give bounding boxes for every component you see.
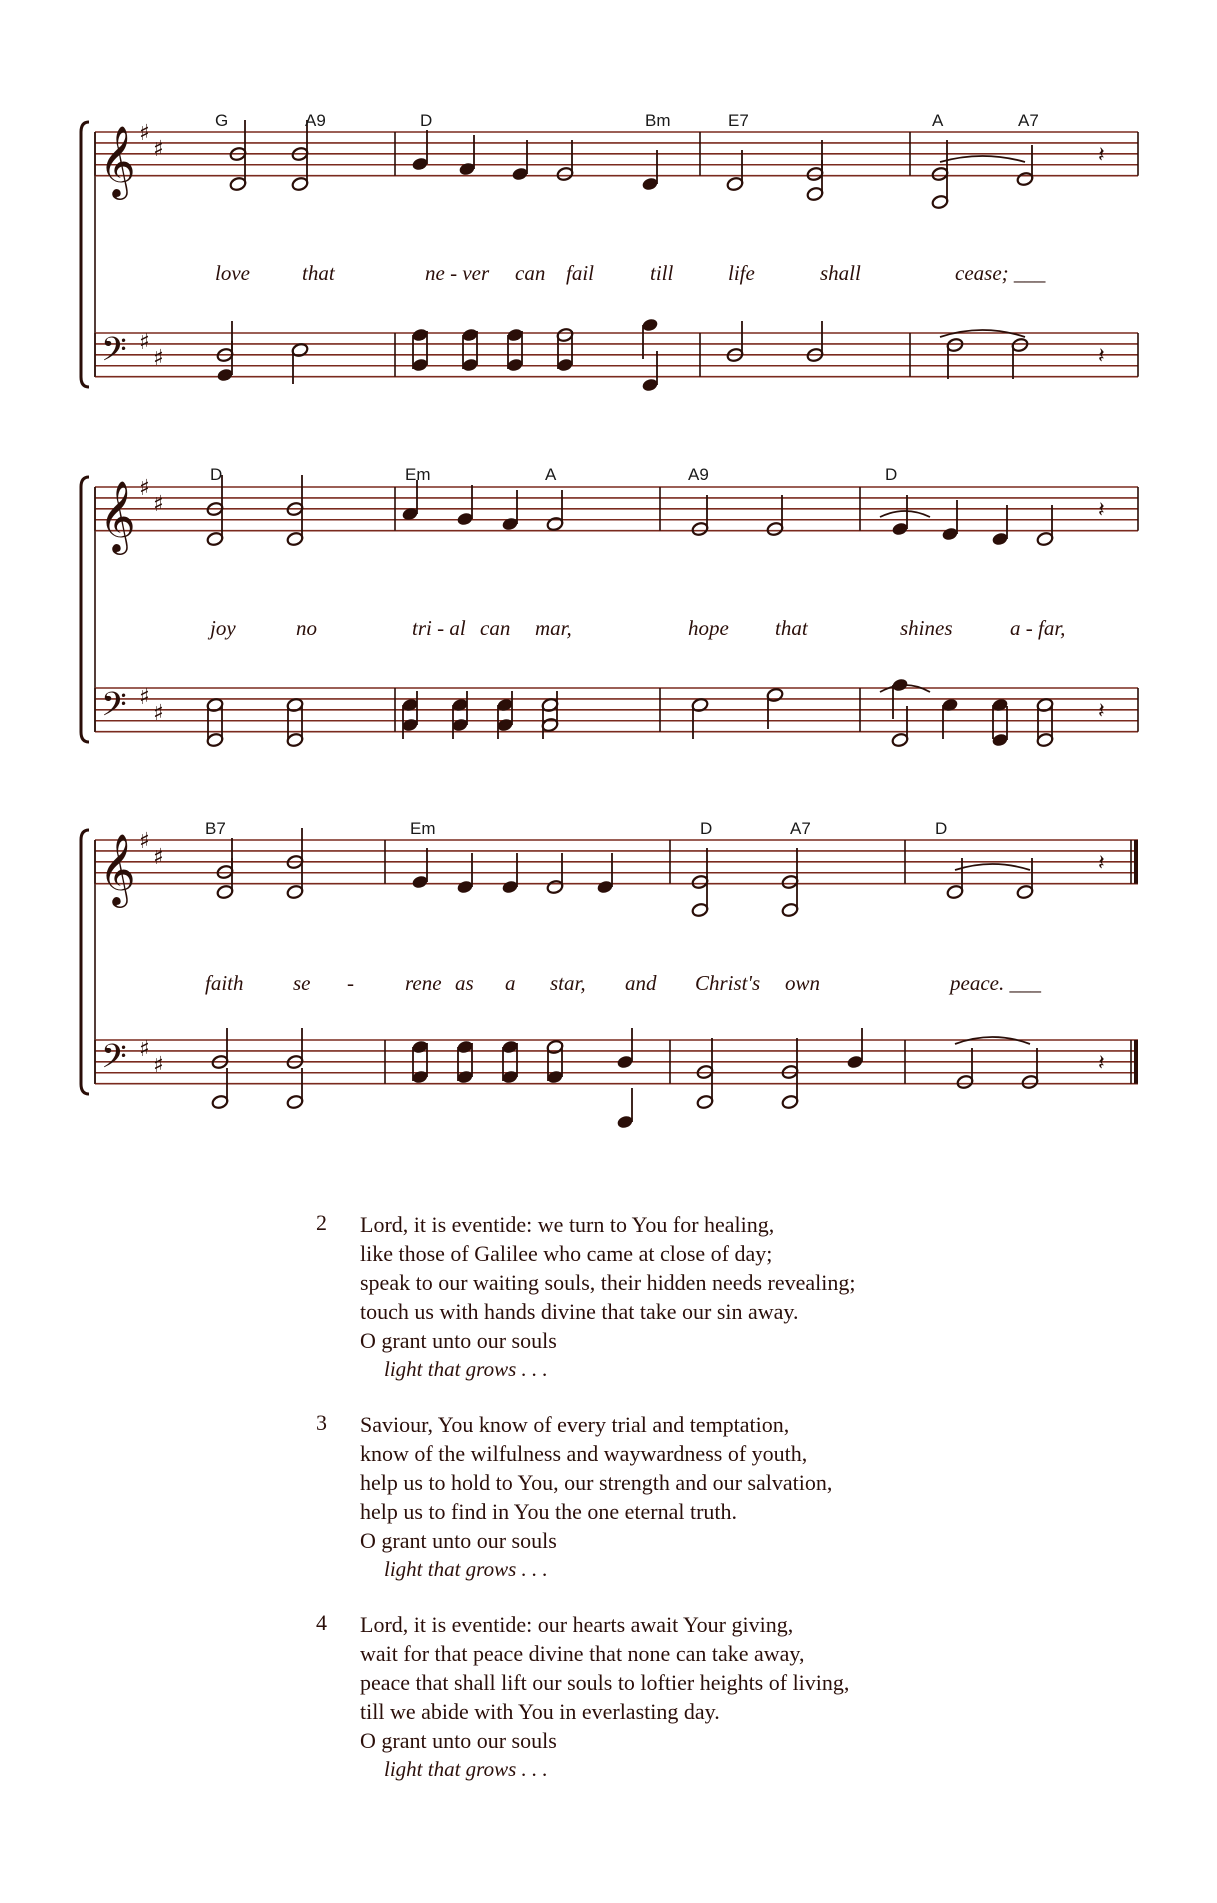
verse-number: 2 [316,1210,327,1235]
refrain-cue: light that grows . . . [384,1557,548,1581]
rest-icon: 𝄽 [1098,344,1105,369]
lyric-syllable: se [293,971,311,995]
bass-clef-icon: 𝄢 [101,1038,127,1084]
verse-3 [316,1410,1030,1584]
bass-clef-icon: 𝄢 [101,331,127,377]
lyric-line [205,971,1041,995]
chord-symbol: A [932,111,944,130]
verse-line: speak to our waiting souls, their hidden needs revealing; [360,1270,856,1295]
sharp-icon: ♯ [139,121,150,146]
chord-symbol: A [545,465,557,484]
lyric-syllable: hope [688,616,729,640]
verse-line: till we abide with You in everlasting day. [360,1699,720,1724]
lyric-syllable: that [775,616,808,640]
treble-clef-icon: 𝄞 [99,124,136,197]
tie-curve [940,156,1025,162]
chord-symbol: D [210,465,223,484]
lyric-syllable: rene [405,971,442,995]
verse-line: Saviour, You know of every trial and temptation, [360,1412,790,1437]
sharp-icon: ♯ [153,845,164,870]
rest-icon: 𝄽 [1098,1051,1105,1076]
bass-staff [95,1040,1138,1084]
verse-line: Lord, it is eventide: we turn to You for healing, [360,1212,775,1237]
lyric-syllable: no [296,616,317,640]
verse-number: 3 [316,1410,327,1435]
lyric-syllable: shall [820,261,861,285]
verse-2 [316,1210,1030,1384]
system-bracket [81,830,89,1094]
chord-symbol: D [935,819,948,838]
lyric-syllable: love [215,261,250,285]
system-2 [81,465,1138,748]
lyric-syllable: a - far, [1010,616,1066,640]
lyric-syllable: tri - al [412,616,466,640]
lyric-syllable: as [455,971,474,995]
bass-staff [95,688,1138,732]
verse-4 [316,1610,1030,1784]
chord-symbol: A9 [688,465,709,484]
chord-symbol: A7 [790,819,811,838]
chord-symbol: A9 [305,111,326,130]
chord-symbol: Em [405,465,431,484]
final-barline [1134,840,1138,884]
tie-curve [880,511,930,517]
lyric-syllable: joy [210,616,236,640]
sharp-icon: ♯ [153,137,164,162]
lyric-syllable: star, [550,971,586,995]
verse-line: touch us with hands divine that take our sin away. [360,1299,799,1324]
chord-symbol: Bm [645,111,671,130]
chord-symbol: Em [410,819,436,838]
lyric-syllable: - [347,971,354,995]
sharp-icon: ♯ [139,1037,150,1062]
treble-clef-icon: 𝄞 [99,479,136,552]
sharp-icon: ♯ [139,330,150,355]
lyric-syllable: Christ's [695,971,761,995]
lyric-syllable: peace. ___ [950,971,1041,995]
verse-line: Lord, it is eventide: our hearts await Your giving, [360,1612,794,1637]
lyric-syllable: can [515,261,546,285]
treble-staff [95,840,1138,884]
rest-icon: 𝄽 [1098,699,1105,724]
lyric-syllable: ne - ver [425,261,490,285]
sharp-icon: ♯ [153,1053,164,1078]
chord-symbols [205,819,947,838]
sharp-icon: ♯ [139,476,150,501]
system-bracket [81,477,89,742]
chord-symbol: D [420,111,433,130]
sharp-icon: ♯ [139,829,150,854]
rest-icon: 𝄽 [1098,143,1105,168]
verse-line: help us to find in You the one eternal truth. [360,1499,738,1524]
sharp-icon: ♯ [139,685,150,710]
lyric-syllable: faith [205,971,244,995]
verse-line: O grant unto our souls [360,1328,557,1353]
chord-symbol: G [215,111,229,130]
lyric-syllable: a [505,971,516,995]
lyric-syllable: life [728,261,755,285]
rest-icon: 𝄽 [1098,498,1105,523]
lyric-syllable: can [480,616,511,640]
final-barline [1134,1040,1138,1084]
verses [316,1210,1030,1810]
lyric-line [215,261,1046,285]
chord-symbol: B7 [205,819,226,838]
chord-symbols [210,465,897,484]
lyric-syllable: that [302,261,335,285]
verse-number: 4 [316,1610,327,1635]
verse-line: O grant unto our souls [360,1728,557,1753]
bass-staff [95,333,1138,377]
system-3 [81,819,1138,1130]
sharp-icon: ♯ [153,492,164,517]
treble-clef-icon: 𝄞 [99,832,136,905]
verse-line: help us to hold to You, our strength and our salvation, [360,1470,833,1495]
chord-symbol: D [885,465,898,484]
chord-symbol: E7 [728,111,749,130]
refrain-cue: light that grows . . . [384,1757,548,1781]
verse-line: wait for that peace divine that none can take away, [360,1641,805,1666]
verse-line: O grant unto our souls [360,1528,557,1553]
tie-curve [955,864,1030,870]
verse-line: peace that shall lift our souls to loftier heights of living, [360,1670,850,1695]
rest-icon: 𝄽 [1098,851,1105,876]
lyric-syllable: cease; ___ [955,261,1046,285]
lyric-syllable: mar, [535,616,572,640]
lyric-syllable: till [650,261,674,285]
verse-line: know of the wilfulness and waywardness of youth, [360,1441,808,1466]
lyric-syllable: shines [900,616,953,640]
lyric-syllable: fail [566,261,595,285]
lyric-syllable: own [785,971,821,995]
verse-line: like those of Galilee who came at close of day; [360,1241,773,1266]
system-1 [81,111,1138,393]
treble-staff [95,487,1138,531]
lyric-line [207,616,1065,640]
bass-clef-icon: 𝄢 [101,686,127,732]
system-bracket [81,122,89,387]
refrain-cue: light that grows . . . [384,1357,548,1381]
treble-staff [95,132,1138,176]
chord-symbol: A7 [1018,111,1039,130]
lyric-syllable: and [625,971,657,995]
sharp-icon: ♯ [153,701,164,726]
chord-symbol: D [700,819,713,838]
chord-symbols [215,111,1039,130]
sharp-icon: ♯ [153,346,164,371]
